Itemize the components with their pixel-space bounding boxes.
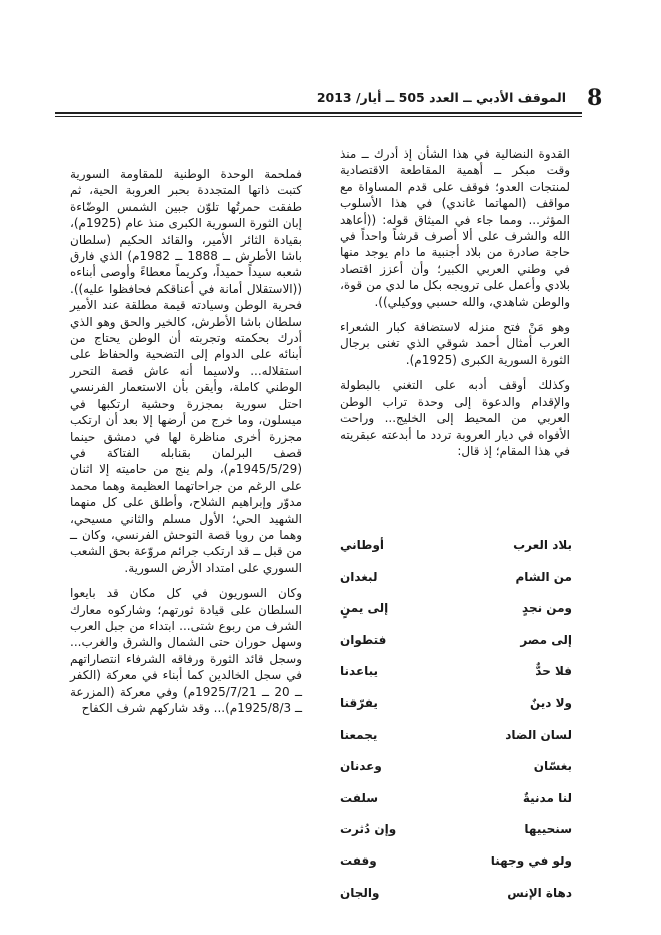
hemistich: لنا مدنيةٌ — [522, 790, 572, 805]
hemistich: وعدنان — [340, 759, 382, 774]
hemistich: من الشام — [515, 569, 572, 584]
poem-verse — [340, 570, 572, 602]
hemistich: يجمعنا — [340, 727, 378, 742]
header-rule — [55, 112, 582, 117]
poem-verse — [340, 601, 572, 633]
hemistich: والجان — [340, 885, 380, 900]
hemistich: بغسّان — [533, 759, 572, 774]
poem-verse — [340, 854, 572, 886]
paragraph: القدوة النضالية في هذا الشأن إذ أدرك ــ منذ وقت مبكر ــ أهمية المقاطعة الاقتصادية لمنتجات العدو؛ فوقف على قدم المساواة مع مواقف (المهاتما غاندي) في هذا الأسلوب المؤثر... ومما جاء في الميثاق قوله: ((أعاهد الله والشرف على ألا أصرف قرشاً واحداً في حاجة صادرة من بلاد أجنبية ما دام يوجد منها في وطني العربي الكبير؛ وأن أعزز اقتصاد بلادي وأعمل على ترويجه بكل ما لدي من قوة، والوطن شاهدي، والله حسبي ووكيلي)). — [340, 147, 570, 309]
hemistich: فتطوان — [340, 632, 387, 647]
hemistich: بلاد العرب — [513, 538, 572, 552]
right-column — [340, 146, 570, 459]
left-column — [70, 166, 302, 716]
hemistich: لبغدان — [340, 569, 378, 584]
hemistich: ولا دينٌ — [529, 695, 572, 710]
hemistich: يفرّقنا — [340, 695, 378, 710]
hemistich: دهاة الإنس — [507, 885, 572, 900]
poem-verse — [340, 728, 572, 760]
poem-verse — [340, 822, 572, 854]
hemistich: ولو في وجهنا — [490, 853, 572, 868]
poem — [340, 538, 572, 917]
paragraph: فملحمة الوحدة الوطنية للمقاومة السورية كتبت ذاتها المتجددة بحبر العروبة الحية، ثم طفقت حمرتُها تلوّن جبين الشمس الوضّاءة إبان الثورة السورية الكبرى منذ عام (1925م)، بقيادة الثائر الأمير، والقائد الحكيم (سلطان باشا الأطرش ــ 1888 ــ 1982م) الذي فارق شعبه سيداً حميداً، وكريماً معطاءً وأوصى أبناءه ((الاستقلال أمانة في أعناقكم فحافظوا عليه)). فحرية الوطن وسيادته قيمة مطلقة عند الأمير سلطان باشا الأطرش، كالخير والحق وهو الذي أدرك بحكمته وتجربته أن الوطن يحتاج من أبنائه على الدوام إلى التضحية والحفاظ على استقلاله... ولاسيما أنه عاش قصة التحرر الوطني كاملة، وأيقن بأن الاستعمار الفرنسي احتل سورية بمجزرة وحشية ارتكبها في ميسلون، وما خرج من أرضها إلا بعد أن ارتكب مجزرة أخرى مناظرة لها في دمشق حينما قصف البرلمان بقنابله الفتاكة في (1945/5/29م)، ولم ينج من حاميته إلا اثنان على الرغم من جراحاتهما العظيمة وهما محمد مدوّر وإبراهيم الشلاح، وأطلق على كل منهما الشهيد الحي؛ الأول مسلم والثاني مسيحي، وهما من رويا قصة التوحش الفرنسي، وكان ــ من قبل ــ قد ارتكب جرائم مروّعة بحق الشعب السوري على امتداد الأرض السورية. — [70, 167, 302, 575]
hemistich: وقفت — [340, 853, 377, 868]
hemistich: ومن نجدٍ — [522, 601, 572, 616]
poem-verse — [340, 538, 572, 570]
page-number: 8 — [587, 85, 603, 111]
page-header — [0, 84, 661, 112]
hemistich: سنحييها — [524, 822, 572, 837]
hemistich: سلفت — [340, 790, 379, 805]
poem-verse — [340, 664, 572, 696]
paragraph: وكذلك أوقف أدبه على التغني بالبطولة والإقدام والدعوة إلى وحدة تراب الوطن العربي من المحيط إلى الخليج... وراحت الأفواه في ديار العروبة تردد ما أبدعته عبقريته في هذا المقام؛ إذ قال: — [340, 378, 570, 458]
hemistich: وإن دُثرت — [340, 822, 397, 837]
running-header-title: الموقف الأدبي ــ العدد 505 ــ أيار/ 2013 — [316, 90, 566, 105]
paragraph: وهو مَنْ فتح منزله لاستضافة كبار الشعراء العرب أمثال أحمد شوقي الذي تغنى برجال الثورة السورية الكبرى (1925م). — [340, 320, 570, 367]
poem-verse — [340, 886, 572, 918]
hemistich: فلا حدٌّ — [535, 664, 572, 679]
hemistich: إلى يمنٍ — [340, 601, 389, 616]
poem-verse — [340, 696, 572, 728]
hemistich: يباعدنا — [340, 664, 379, 679]
hemistich: لسان الضاد — [505, 727, 572, 742]
paragraph: وكان السوريون في كل مكان قد بايعوا السلطان على قيادة ثورتهم؛ وشاركوه معارك الشرف من ربوع شتى... ابتداء من جبل العرب وسهل حوران حتى الشمال والشرق والغرب... وسجل قائد الثورة ورفاقه الشرفاء انتصاراتهم في سجل الخالدين كما أبناء في معركة (الكفر ــ 20 ــ 1925/7/21م) وفي معركة (المزرعة ــ 1925/8/3م)... وقد شاركهم شرف الكفاح — [70, 586, 302, 715]
hemistich: إلى مصر — [520, 632, 572, 647]
poem-verse — [340, 759, 572, 791]
poem-verse — [340, 633, 572, 665]
hemistich: أوطاني — [340, 538, 385, 552]
poem-verse — [340, 791, 572, 823]
